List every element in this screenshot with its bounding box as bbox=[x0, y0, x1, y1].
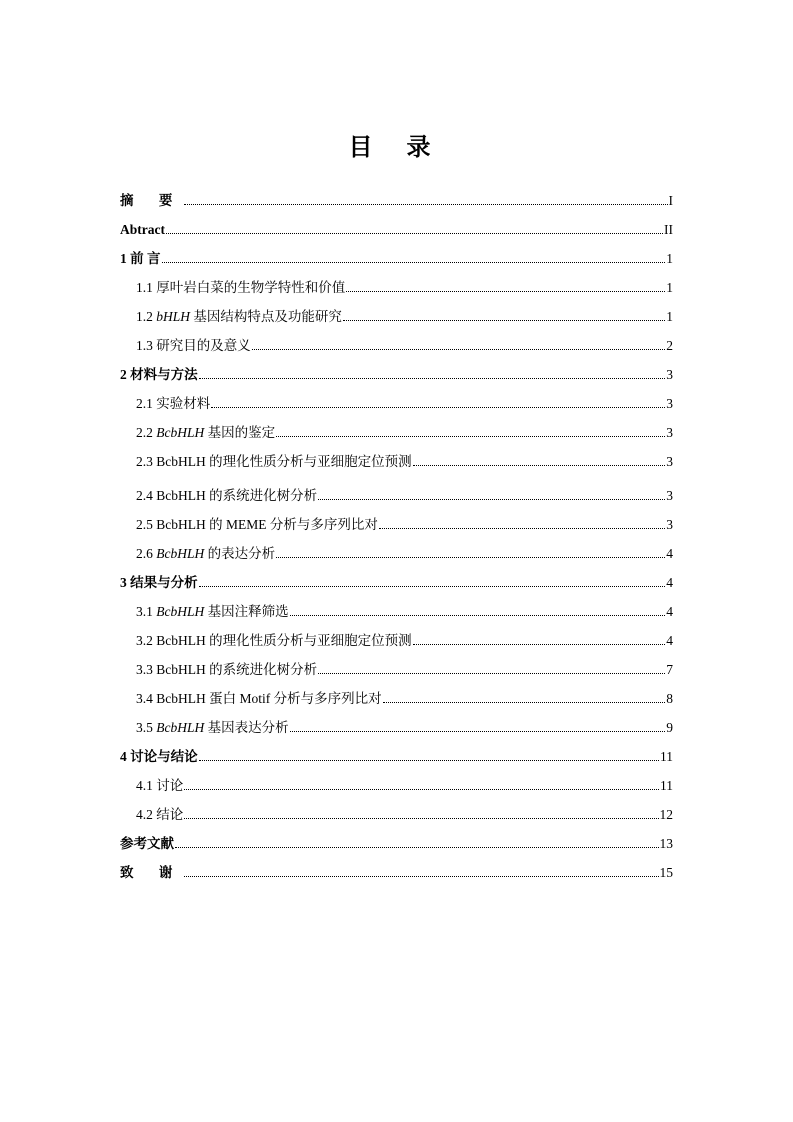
toc-page-number: 8 bbox=[666, 691, 673, 706]
dot-leader bbox=[184, 817, 658, 819]
toc-entry[interactable] bbox=[120, 746, 673, 768]
toc-entry[interactable] bbox=[136, 688, 673, 710]
toc-entry[interactable] bbox=[136, 393, 673, 415]
toc-entry-label: 摘 要 bbox=[120, 193, 184, 208]
dot-leader bbox=[199, 585, 666, 587]
dot-leader bbox=[318, 498, 665, 500]
toc-page-number: 1 bbox=[666, 251, 673, 266]
dot-leader bbox=[383, 701, 666, 703]
dot-leader bbox=[290, 614, 666, 616]
dot-leader bbox=[162, 261, 666, 263]
toc-entry[interactable] bbox=[136, 601, 673, 623]
toc-entry-label: 3 结果与分析 bbox=[120, 575, 198, 590]
toc-entry[interactable] bbox=[136, 717, 673, 739]
toc-page-number: 1 bbox=[666, 280, 673, 295]
toc-page-number: 3 bbox=[666, 367, 673, 382]
toc-entry-label: 2.4 BcbHLH 的系统进化树分析 bbox=[136, 488, 318, 503]
toc-entry[interactable] bbox=[120, 833, 673, 855]
toc-entry-label: 4.1 讨论 bbox=[136, 778, 184, 793]
toc-page-number: 4 bbox=[666, 575, 673, 590]
dot-leader bbox=[184, 203, 667, 205]
toc-page-number: 3 bbox=[666, 454, 673, 469]
dot-leader bbox=[290, 730, 666, 732]
toc-page-number: 4 bbox=[666, 604, 673, 619]
toc-entry[interactable] bbox=[120, 190, 673, 212]
toc-page-number: 3 bbox=[666, 396, 673, 411]
toc-entry-label: 2.5 BcbHLH 的 MEME 分析与多序列比对 bbox=[136, 517, 378, 532]
toc-entry[interactable] bbox=[120, 572, 673, 594]
toc-page-number: 4 bbox=[666, 633, 673, 648]
dot-leader bbox=[175, 846, 659, 848]
dot-leader bbox=[184, 875, 658, 877]
dot-leader bbox=[166, 232, 663, 234]
toc-page-number: 3 bbox=[666, 425, 673, 440]
toc-entry-label: 2.6 BcbHLH 的表达分析 bbox=[136, 546, 276, 561]
toc-entry-label: 1 前 言 bbox=[120, 251, 161, 266]
toc-entry[interactable] bbox=[136, 775, 673, 797]
toc-entry-label: 3.2 BcbHLH 的理化性质分析与亚细胞定位预测 bbox=[136, 633, 412, 648]
dot-leader bbox=[413, 464, 666, 466]
toc-page-number: II bbox=[664, 222, 673, 237]
toc-page-number: 13 bbox=[659, 836, 673, 851]
toc-page-number: 4 bbox=[666, 546, 673, 561]
toc-entry[interactable] bbox=[136, 335, 673, 357]
toc-entry[interactable] bbox=[136, 451, 673, 473]
toc-entry-label: 3.5 BcbHLH 基因表达分析 bbox=[136, 720, 289, 735]
toc-entry-label: 参考文献 bbox=[120, 836, 174, 851]
toc-page-number: 1 bbox=[666, 309, 673, 324]
dot-leader bbox=[276, 435, 665, 437]
toc-entry[interactable] bbox=[136, 630, 673, 652]
toc-entry[interactable] bbox=[136, 306, 673, 328]
toc-entry[interactable] bbox=[136, 277, 673, 299]
toc-entry-label: 1.2 bHLH 基因结构特点及功能研究 bbox=[136, 309, 342, 324]
toc-page-number: 3 bbox=[666, 488, 673, 503]
toc-page-number: 3 bbox=[666, 517, 673, 532]
toc-entry-label: 1.3 研究目的及意义 bbox=[136, 338, 251, 353]
dot-leader bbox=[199, 377, 666, 379]
dot-leader bbox=[413, 643, 666, 645]
toc-entry-label: 2.1 实验材料 bbox=[136, 396, 211, 411]
toc-entry-label: 4.2 结论 bbox=[136, 807, 184, 822]
toc-entry[interactable] bbox=[136, 422, 673, 444]
toc-entry[interactable] bbox=[120, 364, 673, 386]
toc-entry[interactable] bbox=[136, 659, 673, 681]
page-title: 目 录 bbox=[348, 135, 445, 161]
toc-entry[interactable] bbox=[136, 543, 673, 565]
dot-leader bbox=[211, 406, 665, 408]
toc-page-number: 7 bbox=[666, 662, 673, 677]
dot-leader bbox=[199, 759, 659, 761]
toc-entry-label: 3.4 BcbHLH 蛋白 Motif 分析与多序列比对 bbox=[136, 691, 382, 706]
toc-page-number: 11 bbox=[660, 749, 673, 764]
toc-entry-label: 1.1 厚叶岩白菜的生物学特性和价值 bbox=[136, 280, 346, 295]
toc-entry-label: 2 材料与方法 bbox=[120, 367, 198, 382]
toc-page-number: 2 bbox=[666, 338, 673, 353]
dot-leader bbox=[276, 556, 665, 558]
dot-leader bbox=[343, 319, 665, 321]
toc-entry[interactable] bbox=[136, 485, 673, 507]
toc-page-number: 11 bbox=[660, 778, 673, 793]
toc-entry-label: 3.1 BcbHLH 基因注释筛选 bbox=[136, 604, 289, 619]
toc-entry-label: 4 讨论与结论 bbox=[120, 749, 198, 764]
toc-entry[interactable] bbox=[120, 862, 673, 884]
dot-leader bbox=[379, 527, 665, 529]
dot-leader bbox=[184, 788, 659, 790]
toc-entry-label: 2.3 BcbHLH 的理化性质分析与亚细胞定位预测 bbox=[136, 454, 412, 469]
toc-page-number: 12 bbox=[659, 807, 673, 822]
toc-entry[interactable] bbox=[136, 804, 673, 826]
dot-leader bbox=[318, 672, 665, 674]
dot-leader bbox=[346, 290, 665, 292]
toc-entry[interactable] bbox=[120, 219, 673, 241]
toc-page-number: 9 bbox=[666, 720, 673, 735]
toc-entry-label: 3.3 BcbHLH 的系统进化树分析 bbox=[136, 662, 318, 677]
toc-entry[interactable] bbox=[120, 248, 673, 270]
toc-page-number: 15 bbox=[659, 865, 673, 880]
toc-entry[interactable] bbox=[136, 514, 673, 536]
toc-page-number: I bbox=[668, 193, 673, 208]
toc-entry-label: 致 谢 bbox=[120, 865, 184, 880]
toc-entry-label: 2.2 BcbHLH 基因的鉴定 bbox=[136, 425, 276, 440]
toc-entry-label: Abtract bbox=[120, 222, 165, 237]
dot-leader bbox=[252, 348, 666, 350]
